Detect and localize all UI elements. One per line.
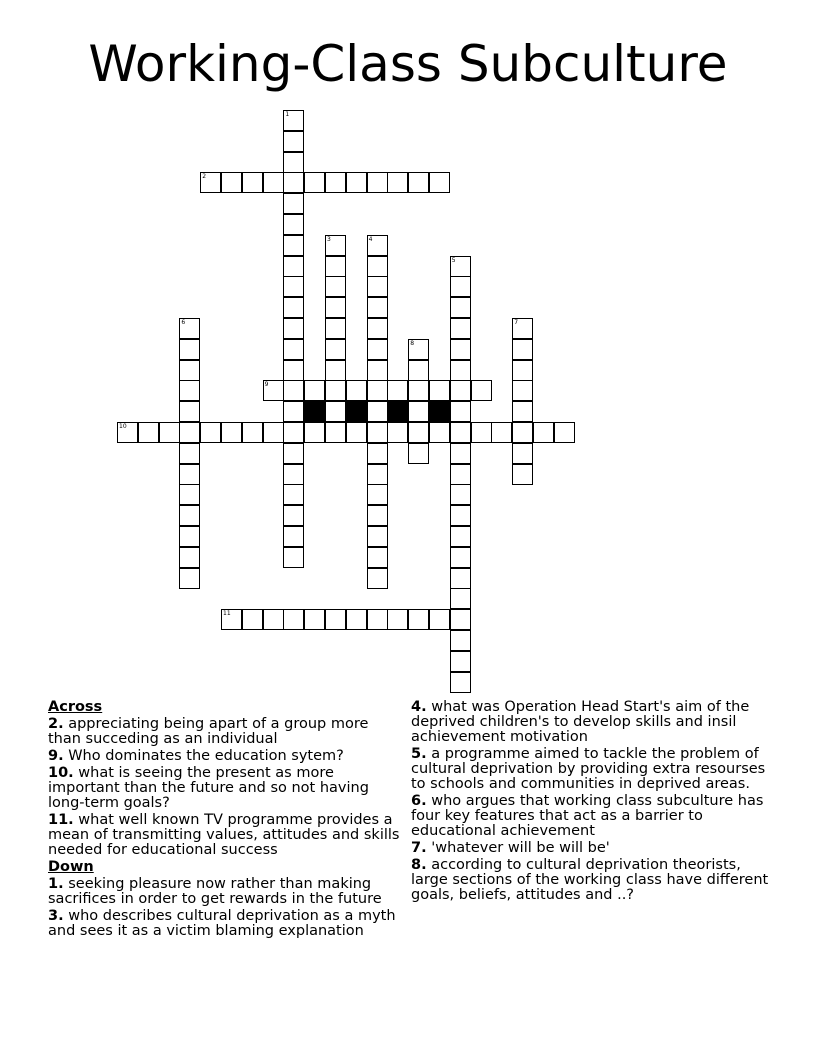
clues-left-column bbox=[48, 700, 403, 941]
grid-cell[interactable] bbox=[512, 360, 533, 381]
grid-cell[interactable] bbox=[325, 339, 346, 360]
grid-cell[interactable] bbox=[367, 609, 388, 630]
clue-item bbox=[411, 747, 771, 792]
grid-cell[interactable] bbox=[387, 422, 408, 443]
grid-cell[interactable] bbox=[450, 318, 471, 339]
grid-cell[interactable] bbox=[367, 443, 388, 464]
grid-cell[interactable] bbox=[367, 422, 388, 443]
grid-cell[interactable] bbox=[367, 484, 388, 505]
grid-cell[interactable] bbox=[221, 609, 242, 630]
clue-label: 1. bbox=[48, 876, 64, 892]
grid-cell[interactable] bbox=[179, 505, 200, 526]
grid-cell[interactable] bbox=[179, 526, 200, 547]
clue-text: what is seeing the present as more important than the future and so not having long-term goals? bbox=[48, 765, 369, 811]
grid-cell[interactable] bbox=[325, 256, 346, 277]
clue-number: 2 bbox=[202, 173, 207, 181]
grid-block bbox=[304, 401, 325, 422]
clue-text: seeking pleasure now rather than making sacrifices in order to get rewards in the future bbox=[48, 876, 382, 907]
grid-cell[interactable] bbox=[283, 297, 304, 318]
grid-cell[interactable] bbox=[325, 360, 346, 381]
grid-cell[interactable] bbox=[471, 422, 492, 443]
clue-text: Who dominates the education sytem? bbox=[63, 748, 344, 764]
grid-cell[interactable] bbox=[408, 339, 429, 360]
grid-cell[interactable] bbox=[263, 609, 284, 630]
grid-cell[interactable] bbox=[283, 484, 304, 505]
grid-cell[interactable] bbox=[138, 422, 159, 443]
clue-label: 8. bbox=[411, 857, 427, 873]
grid-cell[interactable] bbox=[283, 318, 304, 339]
grid-cell[interactable] bbox=[408, 609, 429, 630]
grid-cell[interactable] bbox=[283, 276, 304, 297]
clue-item bbox=[48, 877, 403, 907]
grid-cell[interactable] bbox=[179, 568, 200, 589]
grid-cell[interactable] bbox=[512, 464, 533, 485]
clue-number: 3 bbox=[327, 235, 331, 243]
clue-number: 1 bbox=[285, 111, 290, 118]
grid-cell[interactable] bbox=[450, 464, 471, 485]
grid-cell[interactable] bbox=[471, 380, 492, 401]
grid-cell[interactable] bbox=[408, 443, 429, 464]
clue-number: 9 bbox=[264, 381, 269, 389]
grid-cell[interactable] bbox=[450, 443, 471, 464]
grid-cell[interactable] bbox=[429, 609, 450, 630]
grid-cell[interactable] bbox=[179, 360, 200, 381]
grid-cell[interactable] bbox=[242, 422, 263, 443]
grid-cell[interactable] bbox=[346, 380, 367, 401]
clue-text: who describes cultural deprivation as a myth and sees it as a victim blaming explanation bbox=[48, 908, 396, 939]
grid-cell[interactable] bbox=[283, 401, 304, 422]
clue-label: 5. bbox=[411, 746, 427, 762]
grid-cell[interactable] bbox=[283, 609, 304, 630]
grid-cell[interactable] bbox=[408, 172, 429, 193]
grid-cell[interactable] bbox=[283, 214, 304, 235]
grid-cell[interactable] bbox=[304, 172, 325, 193]
grid-cell[interactable] bbox=[179, 401, 200, 422]
grid-cell[interactable] bbox=[283, 339, 304, 360]
grid-cell[interactable] bbox=[325, 235, 346, 256]
grid-cell[interactable] bbox=[367, 297, 388, 318]
clue-item bbox=[48, 909, 403, 939]
grid-cell[interactable] bbox=[283, 360, 304, 381]
grid-cell[interactable] bbox=[179, 443, 200, 464]
grid-cell[interactable] bbox=[367, 526, 388, 547]
clue-item bbox=[411, 700, 771, 745]
grid-cell[interactable] bbox=[325, 318, 346, 339]
clues-right-column bbox=[411, 700, 771, 905]
grid-cell[interactable] bbox=[263, 422, 284, 443]
grid-cell[interactable] bbox=[367, 505, 388, 526]
grid-cell[interactable] bbox=[408, 380, 429, 401]
clue-text: who argues that working class subculture has four key features that act as a barrier to educational achievement bbox=[411, 793, 764, 839]
grid-cell[interactable] bbox=[450, 339, 471, 360]
grid-cell[interactable] bbox=[367, 401, 388, 422]
section-heading-across: Across bbox=[48, 699, 103, 715]
clue-label: 9. bbox=[48, 748, 64, 764]
grid-cell[interactable] bbox=[367, 256, 388, 277]
grid-cell[interactable] bbox=[325, 380, 346, 401]
grid-cell[interactable] bbox=[367, 235, 388, 256]
grid-cell[interactable] bbox=[450, 505, 471, 526]
grid-cell[interactable] bbox=[179, 422, 200, 443]
grid-cell[interactable] bbox=[325, 297, 346, 318]
grid-cell[interactable] bbox=[263, 380, 284, 401]
grid-cell[interactable] bbox=[450, 547, 471, 568]
grid-cell[interactable] bbox=[367, 360, 388, 381]
grid-cell[interactable] bbox=[283, 505, 304, 526]
grid-cell[interactable] bbox=[387, 609, 408, 630]
grid-cell[interactable] bbox=[283, 443, 304, 464]
grid-cell[interactable] bbox=[242, 172, 263, 193]
grid-cell[interactable] bbox=[367, 172, 388, 193]
clue-item bbox=[48, 766, 403, 811]
grid-cell[interactable] bbox=[367, 318, 388, 339]
grid-cell[interactable] bbox=[283, 131, 304, 152]
grid-cell[interactable] bbox=[450, 484, 471, 505]
grid-cell[interactable] bbox=[450, 380, 471, 401]
grid-cell[interactable] bbox=[346, 422, 367, 443]
clue-text: appreciating being apart of a group more than succeding as an individual bbox=[48, 716, 369, 747]
grid-cell[interactable] bbox=[304, 380, 325, 401]
clue-text: according to cultural deprivation theorists, large sections of the working class have different goals, beliefs, attitudes and ..? bbox=[411, 857, 769, 903]
clue-item bbox=[411, 858, 771, 903]
grid-block bbox=[387, 401, 408, 422]
grid-cell[interactable] bbox=[387, 172, 408, 193]
grid-cell[interactable] bbox=[429, 380, 450, 401]
grid-cell[interactable] bbox=[450, 360, 471, 381]
grid-cell[interactable] bbox=[450, 401, 471, 422]
grid-cell[interactable] bbox=[450, 256, 471, 277]
clue-label: 11. bbox=[48, 812, 74, 828]
grid-cell[interactable] bbox=[450, 297, 471, 318]
grid-cell[interactable] bbox=[283, 422, 304, 443]
grid-cell[interactable] bbox=[554, 422, 575, 443]
grid-cell[interactable] bbox=[450, 526, 471, 547]
grid-cell[interactable] bbox=[325, 276, 346, 297]
clue-number: 4 bbox=[368, 235, 373, 243]
clue-label: 10. bbox=[48, 765, 74, 781]
grid-cell[interactable] bbox=[159, 422, 180, 443]
clue-label: 4. bbox=[411, 699, 427, 715]
grid-cell[interactable] bbox=[221, 172, 242, 193]
clue-number: 11 bbox=[223, 610, 231, 618]
section-heading-down: Down bbox=[48, 859, 94, 875]
grid-cell[interactable] bbox=[512, 339, 533, 360]
grid-cell[interactable] bbox=[367, 464, 388, 485]
grid-cell[interactable] bbox=[179, 318, 200, 339]
clue-number: 7 bbox=[514, 319, 519, 326]
grid-cell[interactable] bbox=[367, 276, 388, 297]
grid-cell[interactable] bbox=[512, 380, 533, 401]
grid-cell[interactable] bbox=[450, 630, 471, 651]
grid-cell[interactable] bbox=[408, 360, 429, 381]
grid-cell[interactable] bbox=[304, 609, 325, 630]
clue-text: a programme aimed to tackle the problem of cultural deprivation by providing extra resourses to schools and communities in deprived areas. bbox=[411, 746, 766, 792]
grid-cell[interactable] bbox=[367, 380, 388, 401]
grid-cell[interactable] bbox=[367, 339, 388, 360]
grid-cell[interactable] bbox=[450, 609, 471, 630]
puzzle-title: Working-Class Subculture bbox=[88, 35, 728, 93]
clue-item bbox=[411, 841, 771, 856]
grid-cell[interactable] bbox=[429, 422, 450, 443]
grid-cell[interactable] bbox=[263, 172, 284, 193]
grid-cell[interactable] bbox=[408, 401, 429, 422]
grid-cell[interactable] bbox=[283, 547, 304, 568]
grid-cell[interactable] bbox=[450, 651, 471, 672]
grid-cell[interactable] bbox=[325, 422, 346, 443]
grid-cell[interactable] bbox=[512, 318, 533, 339]
clue-label: 2. bbox=[48, 716, 64, 732]
clue-label: 6. bbox=[411, 793, 427, 809]
grid-cell[interactable] bbox=[304, 422, 325, 443]
clue-number: 8 bbox=[410, 339, 415, 347]
grid-cell[interactable] bbox=[367, 547, 388, 568]
grid-cell[interactable] bbox=[346, 172, 367, 193]
grid-cell[interactable] bbox=[283, 193, 304, 214]
grid-block bbox=[429, 401, 450, 422]
grid-cell[interactable] bbox=[283, 256, 304, 277]
grid-cell[interactable] bbox=[221, 422, 242, 443]
grid-cell[interactable] bbox=[179, 380, 200, 401]
grid-cell[interactable] bbox=[283, 380, 304, 401]
grid-cell[interactable] bbox=[283, 526, 304, 547]
grid-block bbox=[346, 401, 367, 422]
clue-label: 3. bbox=[48, 908, 64, 924]
grid-cell[interactable] bbox=[512, 401, 533, 422]
grid-cell[interactable] bbox=[450, 276, 471, 297]
grid-cell[interactable] bbox=[367, 568, 388, 589]
grid-cell[interactable] bbox=[450, 422, 471, 443]
grid-cell[interactable] bbox=[325, 401, 346, 422]
grid-cell[interactable] bbox=[200, 172, 221, 193]
grid-cell[interactable] bbox=[179, 464, 200, 485]
grid-cell[interactable] bbox=[179, 339, 200, 360]
grid-cell[interactable] bbox=[242, 609, 263, 630]
grid-cell[interactable] bbox=[429, 172, 450, 193]
grid-cell[interactable] bbox=[179, 547, 200, 568]
grid-cell[interactable] bbox=[179, 484, 200, 505]
grid-cell[interactable] bbox=[387, 380, 408, 401]
clue-label: 7. bbox=[411, 840, 427, 856]
clue-item bbox=[48, 813, 403, 858]
grid-cell[interactable] bbox=[346, 609, 367, 630]
grid-cell[interactable] bbox=[450, 568, 471, 589]
grid-cell[interactable] bbox=[283, 110, 304, 131]
clue-number: 6 bbox=[181, 319, 186, 326]
grid-cell[interactable] bbox=[325, 172, 346, 193]
clue-item bbox=[48, 717, 403, 747]
grid-cell[interactable] bbox=[408, 422, 429, 443]
grid-cell[interactable] bbox=[325, 609, 346, 630]
grid-cell[interactable] bbox=[283, 235, 304, 256]
clue-text: 'whatever will be will be' bbox=[426, 840, 610, 856]
grid-cell[interactable] bbox=[200, 422, 221, 443]
clue-text: what well known TV programme provides a mean of transmitting values, attitudes and skills needed for educational success bbox=[48, 812, 400, 858]
grid-cell[interactable] bbox=[491, 422, 512, 443]
grid-cell[interactable] bbox=[283, 464, 304, 485]
grid-cell[interactable] bbox=[533, 422, 554, 443]
clue-item bbox=[48, 749, 403, 764]
clue-item bbox=[411, 794, 771, 839]
grid-cell[interactable] bbox=[512, 422, 533, 443]
grid-cell[interactable] bbox=[117, 422, 138, 443]
grid-cell[interactable] bbox=[512, 443, 533, 464]
clue-number: 10 bbox=[119, 423, 127, 430]
clue-number: 5 bbox=[451, 256, 456, 264]
grid-cell[interactable] bbox=[450, 672, 471, 693]
clue-text: what was Operation Head Start's aim of the deprived children's to develop skills and insil achievement motivation bbox=[411, 699, 750, 745]
grid-cell[interactable] bbox=[283, 172, 304, 193]
grid-cell[interactable] bbox=[283, 152, 304, 173]
grid-cell[interactable] bbox=[450, 588, 471, 609]
